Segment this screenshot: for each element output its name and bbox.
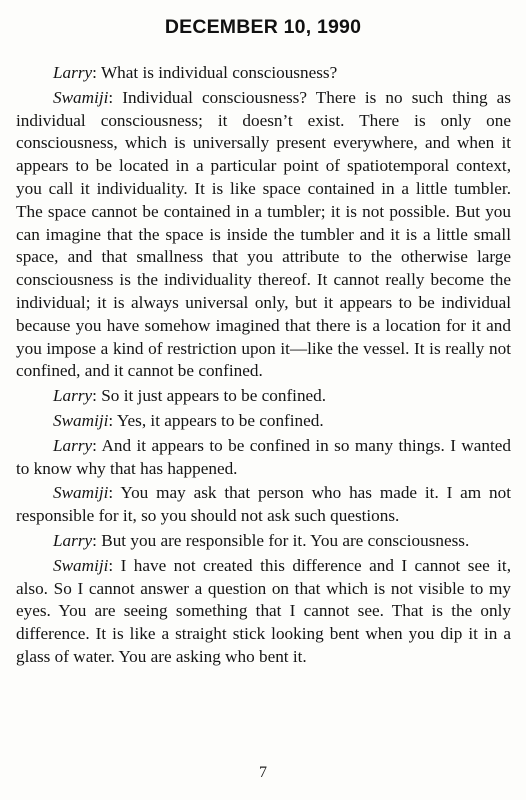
dialogue-paragraph bbox=[16, 530, 511, 553]
speaker-separator: : bbox=[108, 410, 117, 430]
speaker-name: Larry bbox=[53, 386, 93, 406]
speaker-separator: : bbox=[108, 87, 123, 107]
speaker-name: Swamiji bbox=[53, 410, 109, 430]
speaker-separator: : bbox=[108, 555, 121, 575]
dialogue-text: But you are responsible for it. You are consciousness. bbox=[101, 530, 470, 550]
speaker-name: Larry bbox=[53, 435, 93, 455]
speaker-name: Swamiji bbox=[53, 87, 109, 107]
dialogue-text: You may ask that person who has made it. I am not responsible for it, so you should not ask such questions. bbox=[16, 483, 511, 526]
dialogue-paragraph bbox=[16, 410, 511, 433]
speaker-separator: : bbox=[108, 483, 121, 503]
page-number: 7 bbox=[259, 764, 267, 781]
speaker-separator: : bbox=[92, 63, 101, 82]
speaker-separator: : bbox=[92, 386, 102, 406]
dialogue-text: Yes, it appears to be confined. bbox=[116, 410, 324, 430]
speaker-name: Swamiji bbox=[53, 555, 109, 575]
dialogue-text: So it just appears to be confined. bbox=[101, 386, 327, 406]
speaker-name: Larry bbox=[53, 63, 93, 82]
dialogue-paragraph bbox=[16, 87, 511, 383]
dialogue-text: What is individual consciousness? bbox=[100, 63, 338, 82]
dialogue-paragraph bbox=[16, 62, 511, 85]
dialogue-text: And it appears to be confined in so many things. I wanted to know why that has happened. bbox=[16, 435, 512, 478]
dialogue-paragraph bbox=[16, 555, 511, 669]
dialogue-paragraph bbox=[16, 482, 511, 528]
dialogue-text: I have not created this difference and I cannot see it, also. So I cannot answer a question on that which is not visible to my eyes. You are seeing something that I cannot see. That is the only difference. It is like a straight stick looking bent when you dip it in a glass of water. You are asking who bent it. bbox=[16, 555, 511, 666]
speaker-name: Larry bbox=[53, 530, 93, 550]
speaker-separator: : bbox=[92, 435, 102, 455]
page-heading: DECEMBER 10, 1990 bbox=[164, 16, 362, 38]
dialogue-body bbox=[16, 62, 511, 671]
dialogue-paragraph bbox=[16, 435, 511, 481]
dialogue-paragraph bbox=[16, 385, 511, 408]
speaker-name: Swamiji bbox=[53, 483, 109, 503]
dialogue-text: Individual consciousness? There is no such thing as individual consciousness; it doesn’t exist. There is only one consciousness, which is universally present everywhere, and when it appears to be located in a particular point of spatiotemporal context, you call it individuality. It is like space contained in a little tumbler. The space cannot be contained in a tumbler; it is not possible. But you can imagine that the space is inside the tumbler and it is a little small space, and that smallness that you attribute to the otherwise large consciousness is the individuality thereof. It cannot really become the individual; it is always universal only, but it appears to be individual because you have somehow imagined that there is a location for it and you impose a kind of restriction upon it—like the vessel. It is really not confined, and it cannot be confined. bbox=[16, 87, 511, 381]
speaker-separator: : bbox=[92, 530, 102, 550]
